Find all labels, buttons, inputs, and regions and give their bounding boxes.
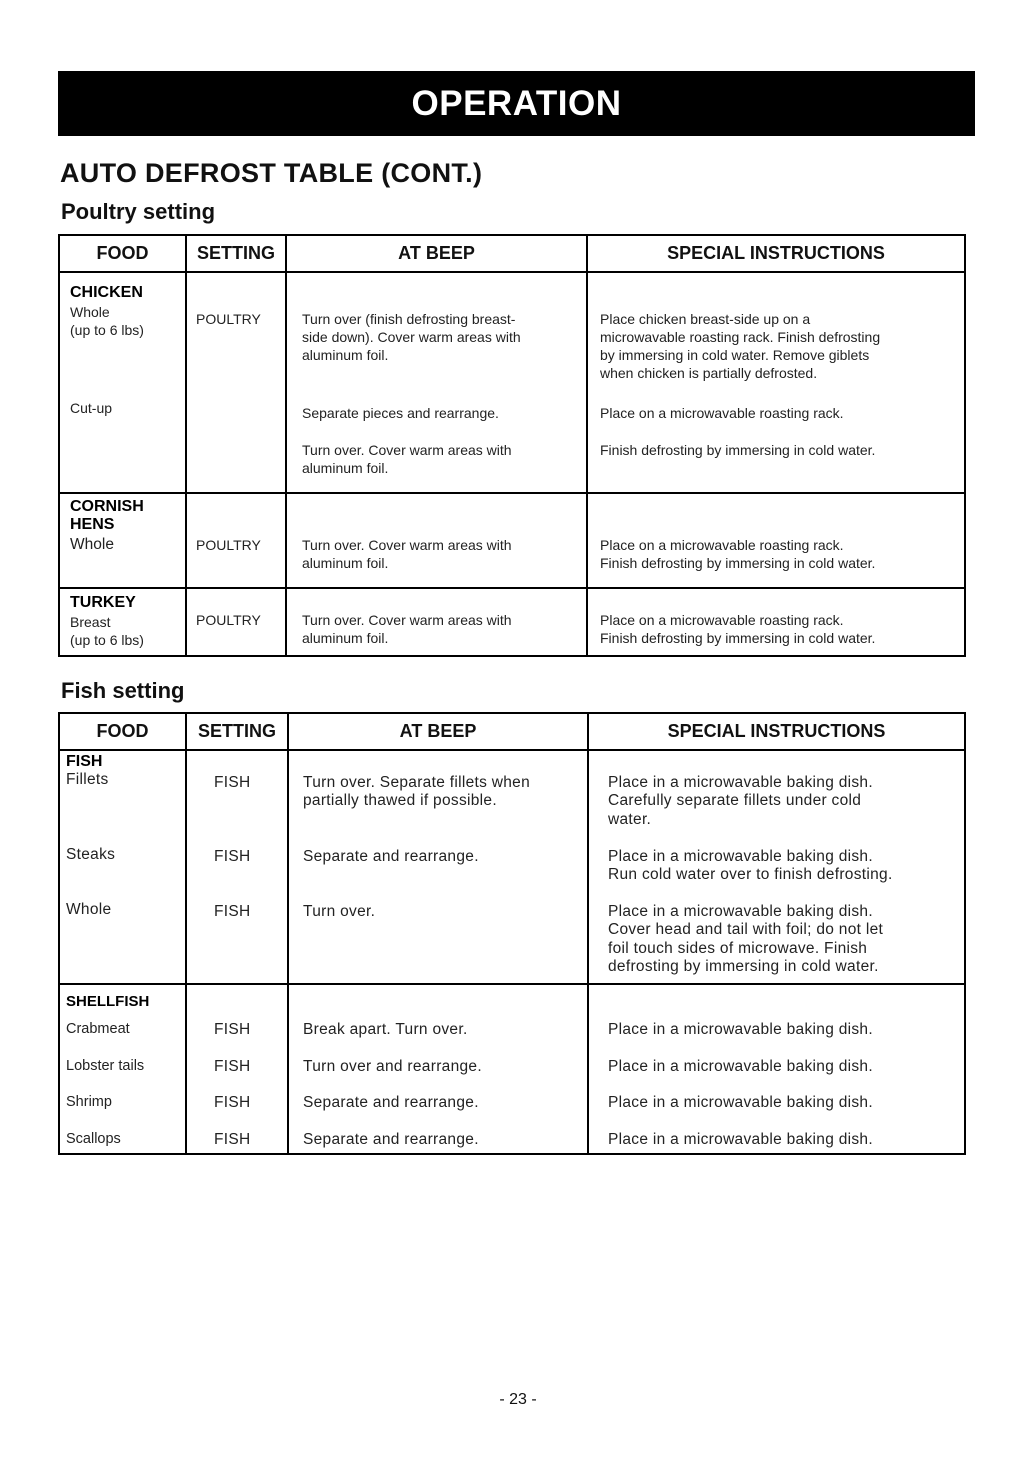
- food-note: (up to 6 lbs): [70, 322, 144, 338]
- page-title: AUTO DEFROST TABLE (CONT.): [60, 158, 483, 188]
- food-group-shellfish: SHELLFISH: [66, 993, 150, 1010]
- banner-title: OPERATION: [411, 83, 622, 123]
- header-at-beep: AT BEEP: [288, 713, 588, 750]
- food-item: Cut-up: [70, 400, 113, 416]
- setting-value: POULTRY: [196, 537, 261, 553]
- instruction-text: Place in a microwavable baking dish.: [608, 903, 873, 920]
- setting-value: POULTRY: [196, 612, 261, 628]
- setting-value: FISH: [214, 1131, 251, 1148]
- beep-text: Separate and rearrange.: [303, 1094, 479, 1111]
- instruction-text: when chicken is partially defrosted.: [600, 365, 818, 381]
- instruction-text: Run cold water over to finish defrosting.: [608, 866, 893, 883]
- food-group-turkey: TURKEY: [70, 594, 136, 611]
- instruction-text: defrosting by immersing in cold water.: [608, 958, 879, 975]
- beep-text: Turn over. Separate fillets when: [303, 774, 531, 791]
- food-item: Lobster tails: [66, 1058, 145, 1074]
- food-item: Breast: [70, 614, 111, 630]
- table-row-shellfish: [59, 984, 965, 1154]
- table-row-turkey: [59, 588, 965, 656]
- instruction-text: Place chicken breast-side up on a: [600, 311, 811, 327]
- header-food: FOOD: [59, 235, 186, 272]
- setting-value: POULTRY: [196, 311, 261, 327]
- header-setting: SETTING: [186, 713, 288, 750]
- setting-value: FISH: [214, 1021, 251, 1038]
- instruction-text: Place in a microwavable baking dish.: [608, 774, 873, 791]
- beep-text: aluminum foil.: [302, 630, 389, 646]
- beep-text: side down). Cover warm areas with: [302, 329, 521, 345]
- beep-text: partially thawed if possible.: [303, 792, 497, 809]
- poultry-heading: Poultry setting: [61, 199, 216, 224]
- beep-text: aluminum foil.: [302, 347, 389, 363]
- instruction-text: foil touch sides of microwave. Finish: [608, 940, 868, 957]
- instruction-text: Place in a microwavable baking dish.: [608, 1021, 873, 1038]
- poultry-table: [58, 234, 966, 657]
- beep-text: Turn over. Cover warm areas with: [302, 612, 512, 628]
- instruction-text: Cover head and tail with foil; do not let: [608, 921, 884, 938]
- food-item: Crabmeat: [66, 1021, 130, 1037]
- food-group-fish: FISH: [66, 753, 103, 770]
- instruction-text: microwavable roasting rack. Finish defrosting: [600, 329, 881, 345]
- food-group-hens: HENS: [70, 516, 115, 533]
- instruction-text: Carefully separate fillets under cold: [608, 792, 862, 809]
- beep-text: Turn over (finish defrosting breast-: [302, 311, 516, 327]
- food-group-cornish: CORNISH: [70, 498, 144, 515]
- table-header-row: [59, 713, 965, 750]
- beep-text: Separate pieces and rearrange.: [302, 405, 499, 421]
- instruction-text: Place in a microwavable baking dish.: [608, 1094, 873, 1111]
- food-note: (up to 6 lbs): [70, 632, 144, 648]
- food-item: Whole: [66, 901, 112, 918]
- beep-text: Turn over. Cover warm areas with: [302, 442, 512, 458]
- setting-value: FISH: [214, 1058, 251, 1075]
- beep-text: aluminum foil.: [302, 460, 389, 476]
- instruction-text: Place in a microwavable baking dish.: [608, 1058, 873, 1075]
- beep-text: Separate and rearrange.: [303, 848, 479, 865]
- instruction-text: Place in a microwavable baking dish.: [608, 848, 873, 865]
- beep-text: Separate and rearrange.: [303, 1131, 479, 1148]
- beep-text: Turn over and rearrange.: [303, 1058, 482, 1075]
- beep-text: Turn over. Cover warm areas with: [302, 537, 512, 553]
- instruction-text: Finish defrosting by immersing in cold water.: [600, 555, 876, 571]
- food-item: Fillets: [66, 771, 109, 788]
- table-row-fish: [59, 750, 965, 984]
- instruction-text: by immersing in cold water. Remove giblets: [600, 347, 870, 363]
- setting-value: FISH: [214, 1094, 251, 1111]
- header-food: FOOD: [59, 713, 186, 750]
- beep-text: aluminum foil.: [302, 555, 389, 571]
- setting-value: FISH: [214, 903, 251, 920]
- setting-value: FISH: [214, 848, 251, 865]
- instruction-text: Place in a microwavable baking dish.: [608, 1131, 873, 1148]
- instruction-text: Place on a microwavable roasting rack.: [600, 405, 844, 421]
- section-banner: [58, 71, 975, 136]
- food-item: Whole: [70, 304, 110, 320]
- instruction-text: water.: [608, 811, 652, 828]
- table-row-chicken: [59, 272, 965, 493]
- food-group-chicken: CHICKEN: [70, 284, 143, 301]
- instruction-text: Finish defrosting by immersing in cold water.: [600, 442, 876, 458]
- table-header-row: [59, 235, 965, 272]
- food-item: Whole: [70, 536, 114, 553]
- instruction-text: Place on a microwavable roasting rack.: [600, 537, 844, 553]
- table-row-cornish-hens: [59, 493, 965, 588]
- fish-heading: Fish setting: [61, 678, 185, 703]
- food-item: Shrimp: [66, 1094, 112, 1110]
- header-setting: SETTING: [186, 235, 286, 272]
- instruction-text: Finish defrosting by immersing in cold water.: [600, 630, 876, 646]
- header-at-beep: AT BEEP: [286, 235, 587, 272]
- instruction-text: Place on a microwavable roasting rack.: [600, 612, 844, 628]
- beep-text: Turn over.: [303, 903, 376, 920]
- setting-value: FISH: [214, 774, 251, 791]
- header-special-instructions: SPECIAL INSTRUCTIONS: [587, 235, 965, 272]
- fish-table: [58, 712, 966, 1155]
- header-special-instructions: SPECIAL INSTRUCTIONS: [588, 713, 965, 750]
- page-number: - 23 -: [499, 1391, 537, 1408]
- food-item: Scallops: [66, 1131, 121, 1147]
- food-item: Steaks: [66, 846, 116, 863]
- beep-text: Break apart. Turn over.: [303, 1021, 468, 1038]
